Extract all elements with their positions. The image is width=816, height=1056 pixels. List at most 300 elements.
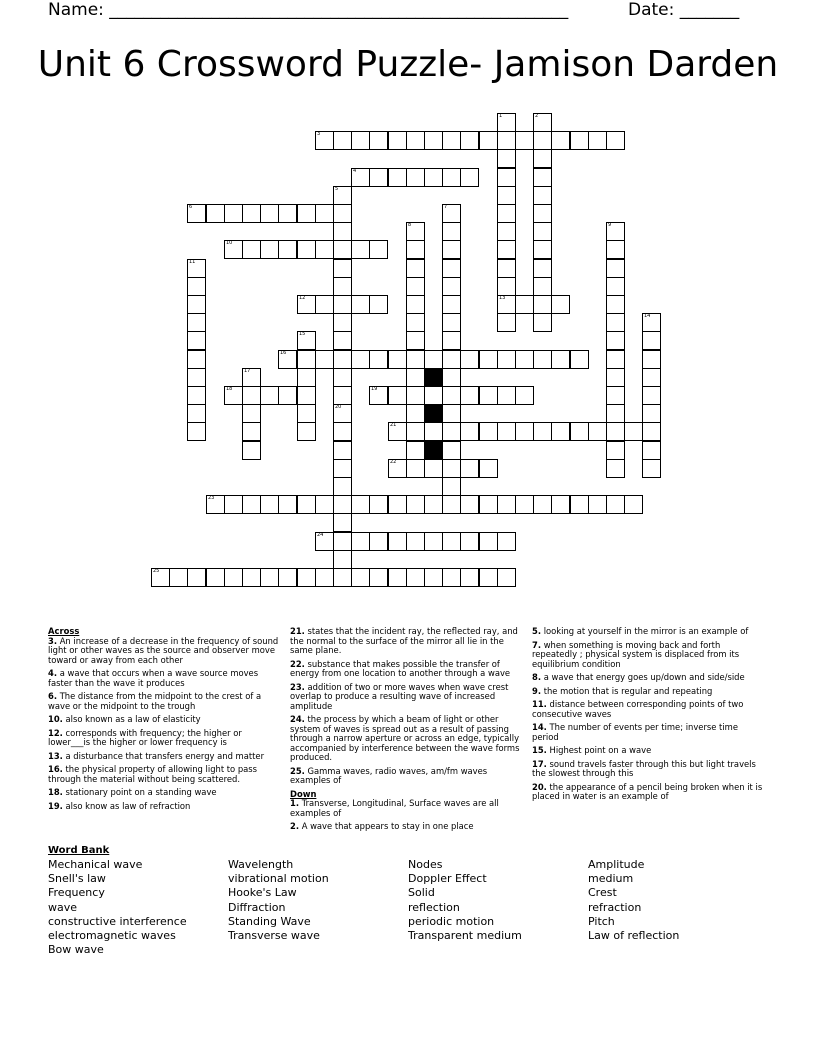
crossword-cell[interactable] — [260, 568, 279, 587]
crossword-cell[interactable] — [460, 350, 479, 369]
clue-number: 21 — [390, 422, 397, 428]
crossword-cell[interactable] — [424, 131, 443, 150]
crossword-cell[interactable] — [297, 368, 316, 387]
crossword-cell[interactable] — [187, 331, 206, 350]
crossword-cell[interactable] — [497, 222, 516, 241]
crossword-cell[interactable] — [351, 350, 370, 369]
clue-number: 22 — [390, 459, 397, 465]
crossword-cell[interactable] — [533, 113, 552, 132]
crossword-cell[interactable] — [588, 495, 607, 514]
crossword-cell[interactable] — [187, 204, 206, 223]
crossword-cell[interactable] — [497, 186, 516, 205]
crossword-cell[interactable] — [442, 222, 461, 241]
crossword-cell[interactable] — [333, 422, 352, 441]
crossword-cell[interactable] — [187, 277, 206, 296]
crossword-cell[interactable] — [351, 532, 370, 551]
crossword-cell[interactable] — [333, 131, 352, 150]
clue-number: 2 — [535, 113, 539, 119]
crossword-cell[interactable] — [297, 404, 316, 423]
crossword-cell[interactable] — [278, 204, 297, 223]
crossword-cell[interactable] — [406, 168, 425, 187]
crossword-cell[interactable] — [315, 568, 334, 587]
crossword-cell[interactable] — [479, 459, 498, 478]
crossword-cell[interactable] — [606, 404, 625, 423]
crossword-cell[interactable] — [606, 368, 625, 387]
crossword-cell[interactable] — [369, 131, 388, 150]
crossword-cell[interactable] — [333, 550, 352, 569]
crossword-cell[interactable] — [624, 495, 643, 514]
clue-number: 12 — [299, 295, 306, 301]
clue-number: 14 — [644, 313, 651, 319]
word-bank-item: periodic motion — [408, 914, 495, 928]
crossword-cell[interactable] — [606, 331, 625, 350]
crossword-cell[interactable] — [406, 459, 425, 478]
crossword-cell[interactable] — [533, 222, 552, 241]
clue-across-18: 18. stationary point on a standing wave — [48, 787, 217, 797]
clue-across-3: 3. An increase of a decrease in the frequency of sound light or other waves as the source and observer move toward or away from each other — [48, 635, 279, 665]
crossword-cell[interactable] — [406, 277, 425, 296]
crossword-cell[interactable] — [533, 422, 552, 441]
name-field: Name: ______________________________________________________ — [48, 0, 569, 20]
crossword-cell[interactable] — [388, 568, 407, 587]
crossword-cell[interactable] — [333, 532, 352, 551]
crossword-cell[interactable] — [333, 222, 352, 241]
crossword-cell[interactable] — [442, 277, 461, 296]
crossword-cell[interactable] — [242, 368, 261, 387]
crossword-cell[interactable] — [260, 240, 279, 259]
crossword-cell[interactable] — [515, 495, 534, 514]
clue-number: 24 — [317, 532, 324, 538]
crossword-cell[interactable] — [479, 532, 498, 551]
crossword-cell[interactable] — [333, 477, 352, 496]
crossword-cell[interactable] — [515, 422, 534, 441]
crossword-cell[interactable] — [606, 422, 625, 441]
crossword-cell[interactable] — [333, 204, 352, 223]
crossword-cell[interactable] — [442, 350, 461, 369]
crossword-cell[interactable] — [606, 313, 625, 332]
crossword-cell[interactable] — [369, 240, 388, 259]
crossword-cell[interactable] — [333, 277, 352, 296]
crossword-cell[interactable] — [642, 386, 661, 405]
crossword-cell[interactable] — [388, 168, 407, 187]
word-bank-item: Frequency — [48, 886, 105, 900]
clue-across-25: 25. Gamma waves, radio waves, am/fm waves examples of — [290, 765, 488, 785]
crossword-cell[interactable] — [242, 495, 261, 514]
crossword-cell[interactable] — [424, 422, 443, 441]
crossword-cell[interactable] — [260, 386, 279, 405]
crossword-cell[interactable] — [406, 532, 425, 551]
word-bank-item: electromagnetic waves — [48, 929, 176, 943]
crossword-cell[interactable] — [406, 404, 425, 423]
word-bank-item: Snell's law — [48, 872, 106, 886]
crossword-cell[interactable] — [406, 240, 425, 259]
crossword-cell[interactable] — [242, 404, 261, 423]
crossword-cell[interactable] — [187, 568, 206, 587]
crossword-cell[interactable] — [206, 568, 225, 587]
crossword-cell[interactable] — [406, 441, 425, 460]
crossword-cell[interactable] — [442, 422, 461, 441]
crossword-cell[interactable] — [551, 295, 570, 314]
crossword-cell[interactable] — [442, 477, 461, 496]
clue-number: 19 — [371, 386, 378, 392]
word-bank-column-4 — [588, 858, 679, 943]
crossword-cell[interactable] — [406, 259, 425, 278]
crossword-cell[interactable] — [642, 441, 661, 460]
crossword-cell[interactable] — [187, 295, 206, 314]
crossword-cell[interactable] — [278, 495, 297, 514]
crossword-cell[interactable] — [479, 568, 498, 587]
crossword-cell[interactable] — [369, 568, 388, 587]
crossword-cell[interactable] — [606, 131, 625, 150]
clue-down-14: 14. The number of events per time; inverse time period — [532, 722, 738, 742]
crossword-cell[interactable] — [497, 131, 516, 150]
crossword-cell[interactable] — [187, 259, 206, 278]
crossword-cell[interactable] — [533, 149, 552, 168]
crossword-cell[interactable] — [369, 532, 388, 551]
crossword-cell[interactable] — [297, 350, 316, 369]
word-bank-heading: Word Bank — [48, 845, 110, 856]
word-bank-item: Wavelength — [228, 858, 294, 871]
crossword-cell[interactable] — [442, 259, 461, 278]
crossword-cell[interactable] — [515, 350, 534, 369]
crossword-cell[interactable] — [406, 495, 425, 514]
crossword-cell[interactable] — [187, 313, 206, 332]
crossword-cell[interactable] — [297, 568, 316, 587]
crossword-cell[interactable] — [479, 131, 498, 150]
crossword-cell[interactable] — [406, 568, 425, 587]
crossword-cell[interactable] — [187, 350, 206, 369]
crossword-cell[interactable] — [333, 568, 352, 587]
clue-number: 7 — [444, 204, 448, 210]
crossword-cell[interactable] — [315, 532, 334, 551]
crossword-cell[interactable] — [442, 386, 461, 405]
crossword-cell[interactable] — [442, 313, 461, 332]
crossword-cell[interactable] — [333, 495, 352, 514]
clue-number: 3 — [317, 131, 321, 137]
crossword-cell[interactable] — [297, 495, 316, 514]
crossword-cell[interactable] — [533, 186, 552, 205]
crossword-cell[interactable] — [442, 532, 461, 551]
crossword-cell[interactable] — [333, 350, 352, 369]
crossword-cell[interactable] — [424, 168, 443, 187]
crossword-cell[interactable] — [497, 350, 516, 369]
crossword-cell[interactable] — [406, 422, 425, 441]
crossword-cell[interactable] — [497, 313, 516, 332]
crossword-cell[interactable] — [297, 240, 316, 259]
crossword-cell[interactable] — [206, 204, 225, 223]
crossword-cell[interactable] — [497, 568, 516, 587]
crossword-cell[interactable] — [351, 168, 370, 187]
crossword-cell[interactable] — [224, 568, 243, 587]
word-bank-item: Hooke's Law — [228, 886, 297, 900]
crossword-cell[interactable] — [570, 422, 589, 441]
crossword-cell[interactable] — [460, 459, 479, 478]
crossword-cell[interactable] — [642, 368, 661, 387]
crossword-cell[interactable] — [242, 441, 261, 460]
crossword-cell[interactable] — [442, 295, 461, 314]
crossword-cell[interactable] — [297, 331, 316, 350]
crossword-cell[interactable] — [515, 131, 534, 150]
crossword-cell[interactable] — [533, 131, 552, 150]
crossword-cell[interactable] — [606, 277, 625, 296]
crossword-cell[interactable] — [533, 204, 552, 223]
crossword-cell[interactable] — [351, 295, 370, 314]
crossword-cell[interactable] — [442, 204, 461, 223]
crossword-cell[interactable] — [606, 240, 625, 259]
crossword-cell[interactable] — [187, 404, 206, 423]
crossword-cell[interactable] — [333, 404, 352, 423]
crossword-cell[interactable] — [424, 350, 443, 369]
crossword-cell[interactable] — [460, 495, 479, 514]
crossword-cell[interactable] — [406, 295, 425, 314]
word-bank-column-3 — [408, 858, 522, 943]
crossword-cell[interactable] — [351, 131, 370, 150]
word-bank-item: Transverse wave — [228, 929, 320, 943]
crossword-cell[interactable] — [278, 350, 297, 369]
crossword-cell[interactable] — [497, 277, 516, 296]
crossword-cell[interactable] — [333, 313, 352, 332]
crossword-cell[interactable] — [460, 422, 479, 441]
clue-across-24: 24. the process by which a beam of light or other system of waves is spread out as a result of passing through a narrow aperture or across an edge, typically accompanied by interference between the wave forms produced. — [290, 714, 520, 762]
crossword-cell[interactable] — [479, 495, 498, 514]
crossword-cell[interactable] — [333, 513, 352, 532]
crossword-cell[interactable] — [442, 368, 461, 387]
crossword-cell[interactable] — [551, 495, 570, 514]
crossword-cell[interactable] — [388, 131, 407, 150]
crossword-cell[interactable] — [497, 295, 516, 314]
crossword-cell[interactable] — [224, 204, 243, 223]
crossword-cell[interactable] — [497, 113, 516, 132]
crossword-cell[interactable] — [442, 331, 461, 350]
clue-number: 25 — [153, 568, 160, 574]
crossword-cell[interactable] — [351, 495, 370, 514]
crossword-cell[interactable] — [224, 240, 243, 259]
crossword-cell[interactable] — [278, 386, 297, 405]
crossword-cell[interactable] — [642, 313, 661, 332]
crossword-cell[interactable] — [315, 495, 334, 514]
crossword-cell[interactable] — [424, 568, 443, 587]
crossword-cell[interactable] — [497, 204, 516, 223]
crossword-cell[interactable] — [442, 441, 461, 460]
word-bank-item: Amplitude — [588, 858, 645, 871]
crossword-cell[interactable] — [242, 568, 261, 587]
crossword-cell[interactable] — [588, 422, 607, 441]
crossword-cell[interactable] — [460, 386, 479, 405]
crossword-cell[interactable] — [278, 240, 297, 259]
crossword-cell[interactable] — [442, 240, 461, 259]
clue-number: 17 — [244, 368, 251, 374]
crossword-cell[interactable] — [442, 459, 461, 478]
crossword-cell[interactable] — [497, 386, 516, 405]
crossword-cell[interactable] — [151, 568, 170, 587]
crossword-cell[interactable] — [515, 295, 534, 314]
crossword-cell[interactable] — [424, 532, 443, 551]
crossword-cell[interactable] — [242, 422, 261, 441]
crossword-cell[interactable] — [388, 386, 407, 405]
clue-down-11: 11. distance between corresponding points of two consecutive waves — [532, 699, 744, 719]
crossword-cell[interactable] — [333, 331, 352, 350]
crossword-cell[interactable] — [369, 386, 388, 405]
crossword-cell[interactable] — [315, 131, 334, 150]
crossword-cell[interactable] — [497, 495, 516, 514]
crossword-cell[interactable] — [570, 350, 589, 369]
crossword-cell[interactable] — [606, 495, 625, 514]
crossword-cell[interactable] — [460, 168, 479, 187]
crossword-cell[interactable] — [442, 495, 461, 514]
crossword-cell[interactable] — [406, 131, 425, 150]
crossword-cell[interactable] — [206, 495, 225, 514]
crossword-cell[interactable] — [460, 532, 479, 551]
crossword-cell[interactable] — [242, 204, 261, 223]
crossword-cell[interactable] — [333, 441, 352, 460]
crossword-cell[interactable] — [570, 495, 589, 514]
clue-across-13: 13. a disturbance that transfers energy and matter — [48, 750, 265, 761]
crossword-cell[interactable] — [533, 295, 552, 314]
crossword-cell[interactable] — [187, 422, 206, 441]
crossword-cell[interactable] — [333, 368, 352, 387]
crossword-cell[interactable] — [224, 495, 243, 514]
word-bank-item: reflection — [408, 900, 460, 914]
crossword-cell[interactable] — [224, 386, 243, 405]
crossword-cell[interactable] — [406, 386, 425, 405]
crossword-cell[interactable] — [533, 168, 552, 187]
crossword-cell[interactable] — [497, 422, 516, 441]
crossword-cell[interactable] — [606, 459, 625, 478]
clue-across-19: 19. also know as law of refraction — [48, 800, 191, 811]
crossword-cell[interactable] — [551, 422, 570, 441]
clue-across-10: 10. also known as a law of elasticity — [48, 714, 201, 724]
crossword-cell[interactable] — [406, 313, 425, 332]
crossword-cell[interactable] — [369, 168, 388, 187]
crossword-cell[interactable] — [460, 131, 479, 150]
crossword-cell[interactable] — [606, 350, 625, 369]
crossword-cell[interactable] — [497, 240, 516, 259]
crossword-cell[interactable] — [588, 131, 607, 150]
crossword-cell[interactable] — [606, 259, 625, 278]
crossword-cell[interactable] — [570, 131, 589, 150]
crossword-cell[interactable] — [242, 386, 261, 405]
crossword-cell[interactable] — [388, 532, 407, 551]
word-bank-item: wave — [48, 900, 78, 914]
crossword-cell[interactable] — [187, 368, 206, 387]
crossword-cell[interactable] — [351, 240, 370, 259]
crossword-cell[interactable] — [333, 295, 352, 314]
crossword-cell[interactable] — [551, 131, 570, 150]
clue-across-22: 22. substance that makes possible the transfer of energy from one location to another through a wave — [290, 658, 511, 678]
crossword-cell[interactable] — [333, 459, 352, 478]
crossword-cell[interactable] — [369, 350, 388, 369]
word-bank-item: Crest — [588, 886, 617, 900]
crossword-cell[interactable] — [606, 386, 625, 405]
crossword-cell[interactable] — [187, 386, 206, 405]
crossword-cell[interactable] — [442, 131, 461, 150]
crossword-cell[interactable] — [260, 204, 279, 223]
crossword-cell[interactable] — [406, 331, 425, 350]
crossword-cell[interactable] — [315, 350, 334, 369]
crossword-cell[interactable] — [260, 495, 279, 514]
crossword-cell[interactable] — [460, 568, 479, 587]
crossword-cell[interactable] — [442, 568, 461, 587]
crossword-cell[interactable] — [533, 277, 552, 296]
crossword-cell[interactable] — [642, 404, 661, 423]
crossword-cell[interactable] — [315, 240, 334, 259]
clue-down-8: 8. a wave that energy goes up/down and side/side — [532, 672, 745, 682]
crossword-cell[interactable] — [533, 313, 552, 332]
crossword-cell[interactable] — [533, 259, 552, 278]
crossword-cell[interactable] — [388, 422, 407, 441]
crossword-cell[interactable] — [642, 350, 661, 369]
crossword-cell[interactable] — [642, 331, 661, 350]
crossword-cell[interactable] — [424, 495, 443, 514]
crossword-cell[interactable] — [515, 386, 534, 405]
down-heading: Down — [290, 788, 317, 799]
crossword-cell[interactable] — [388, 350, 407, 369]
crossword-cell[interactable] — [606, 295, 625, 314]
crossword-cell[interactable] — [315, 295, 334, 314]
clue-across-21: 21. states that the incident ray, the reflected ray, and the normal to the surface of the mirror all lie in the same plane. — [290, 626, 518, 655]
crossword-cell[interactable] — [624, 422, 643, 441]
crossword-cell[interactable] — [497, 149, 516, 168]
crossword-cell[interactable] — [497, 259, 516, 278]
crossword-cell[interactable] — [642, 422, 661, 441]
crossword-cell[interactable] — [606, 222, 625, 241]
crossword-cell[interactable] — [333, 259, 352, 278]
crossword-cell[interactable] — [479, 422, 498, 441]
crossword-cell[interactable] — [406, 222, 425, 241]
crossword-cell[interactable] — [533, 350, 552, 369]
crossword-cell[interactable] — [242, 240, 261, 259]
crossword-cell[interactable] — [369, 495, 388, 514]
crossword-cell[interactable] — [315, 204, 334, 223]
crossword-cell[interactable] — [424, 459, 443, 478]
crossword-cell[interactable] — [297, 295, 316, 314]
crossword-cell[interactable] — [369, 295, 388, 314]
crossword-cell[interactable] — [351, 568, 370, 587]
crossword-cell[interactable] — [388, 459, 407, 478]
crossword-cell[interactable] — [333, 186, 352, 205]
crossword-cell[interactable] — [497, 168, 516, 187]
crossword-cell[interactable] — [497, 532, 516, 551]
crossword-cell[interactable] — [424, 386, 443, 405]
clue-number: 5 — [335, 186, 339, 192]
word-bank-item: constructive interference — [48, 914, 187, 928]
crossword-cell[interactable] — [406, 350, 425, 369]
crossword-cell[interactable] — [479, 386, 498, 405]
crossword-cell[interactable] — [297, 204, 316, 223]
word-bank-item: medium — [588, 872, 634, 886]
crossword-cell[interactable] — [333, 240, 352, 259]
clue-number: 18 — [226, 386, 233, 392]
clues-column-2 — [290, 627, 522, 836]
crossword-cell[interactable] — [551, 350, 570, 369]
crossword-cell[interactable] — [642, 459, 661, 478]
crossword-cell[interactable] — [533, 240, 552, 259]
crossword-cell[interactable] — [169, 568, 188, 587]
crossword-cell[interactable] — [606, 441, 625, 460]
crossword-cell[interactable] — [297, 422, 316, 441]
crossword-cell[interactable] — [533, 495, 552, 514]
crossword-cell[interactable] — [442, 168, 461, 187]
crossword-cell[interactable] — [333, 386, 352, 405]
crossword-cell[interactable] — [479, 350, 498, 369]
word-bank-item: Nodes — [408, 858, 443, 871]
crossword-cell[interactable] — [297, 386, 316, 405]
crossword-cell[interactable] — [388, 495, 407, 514]
crossword-cell[interactable] — [406, 368, 425, 387]
clues-column-3 — [532, 627, 764, 806]
crossword-cell[interactable] — [442, 404, 461, 423]
crossword-cell[interactable] — [278, 568, 297, 587]
